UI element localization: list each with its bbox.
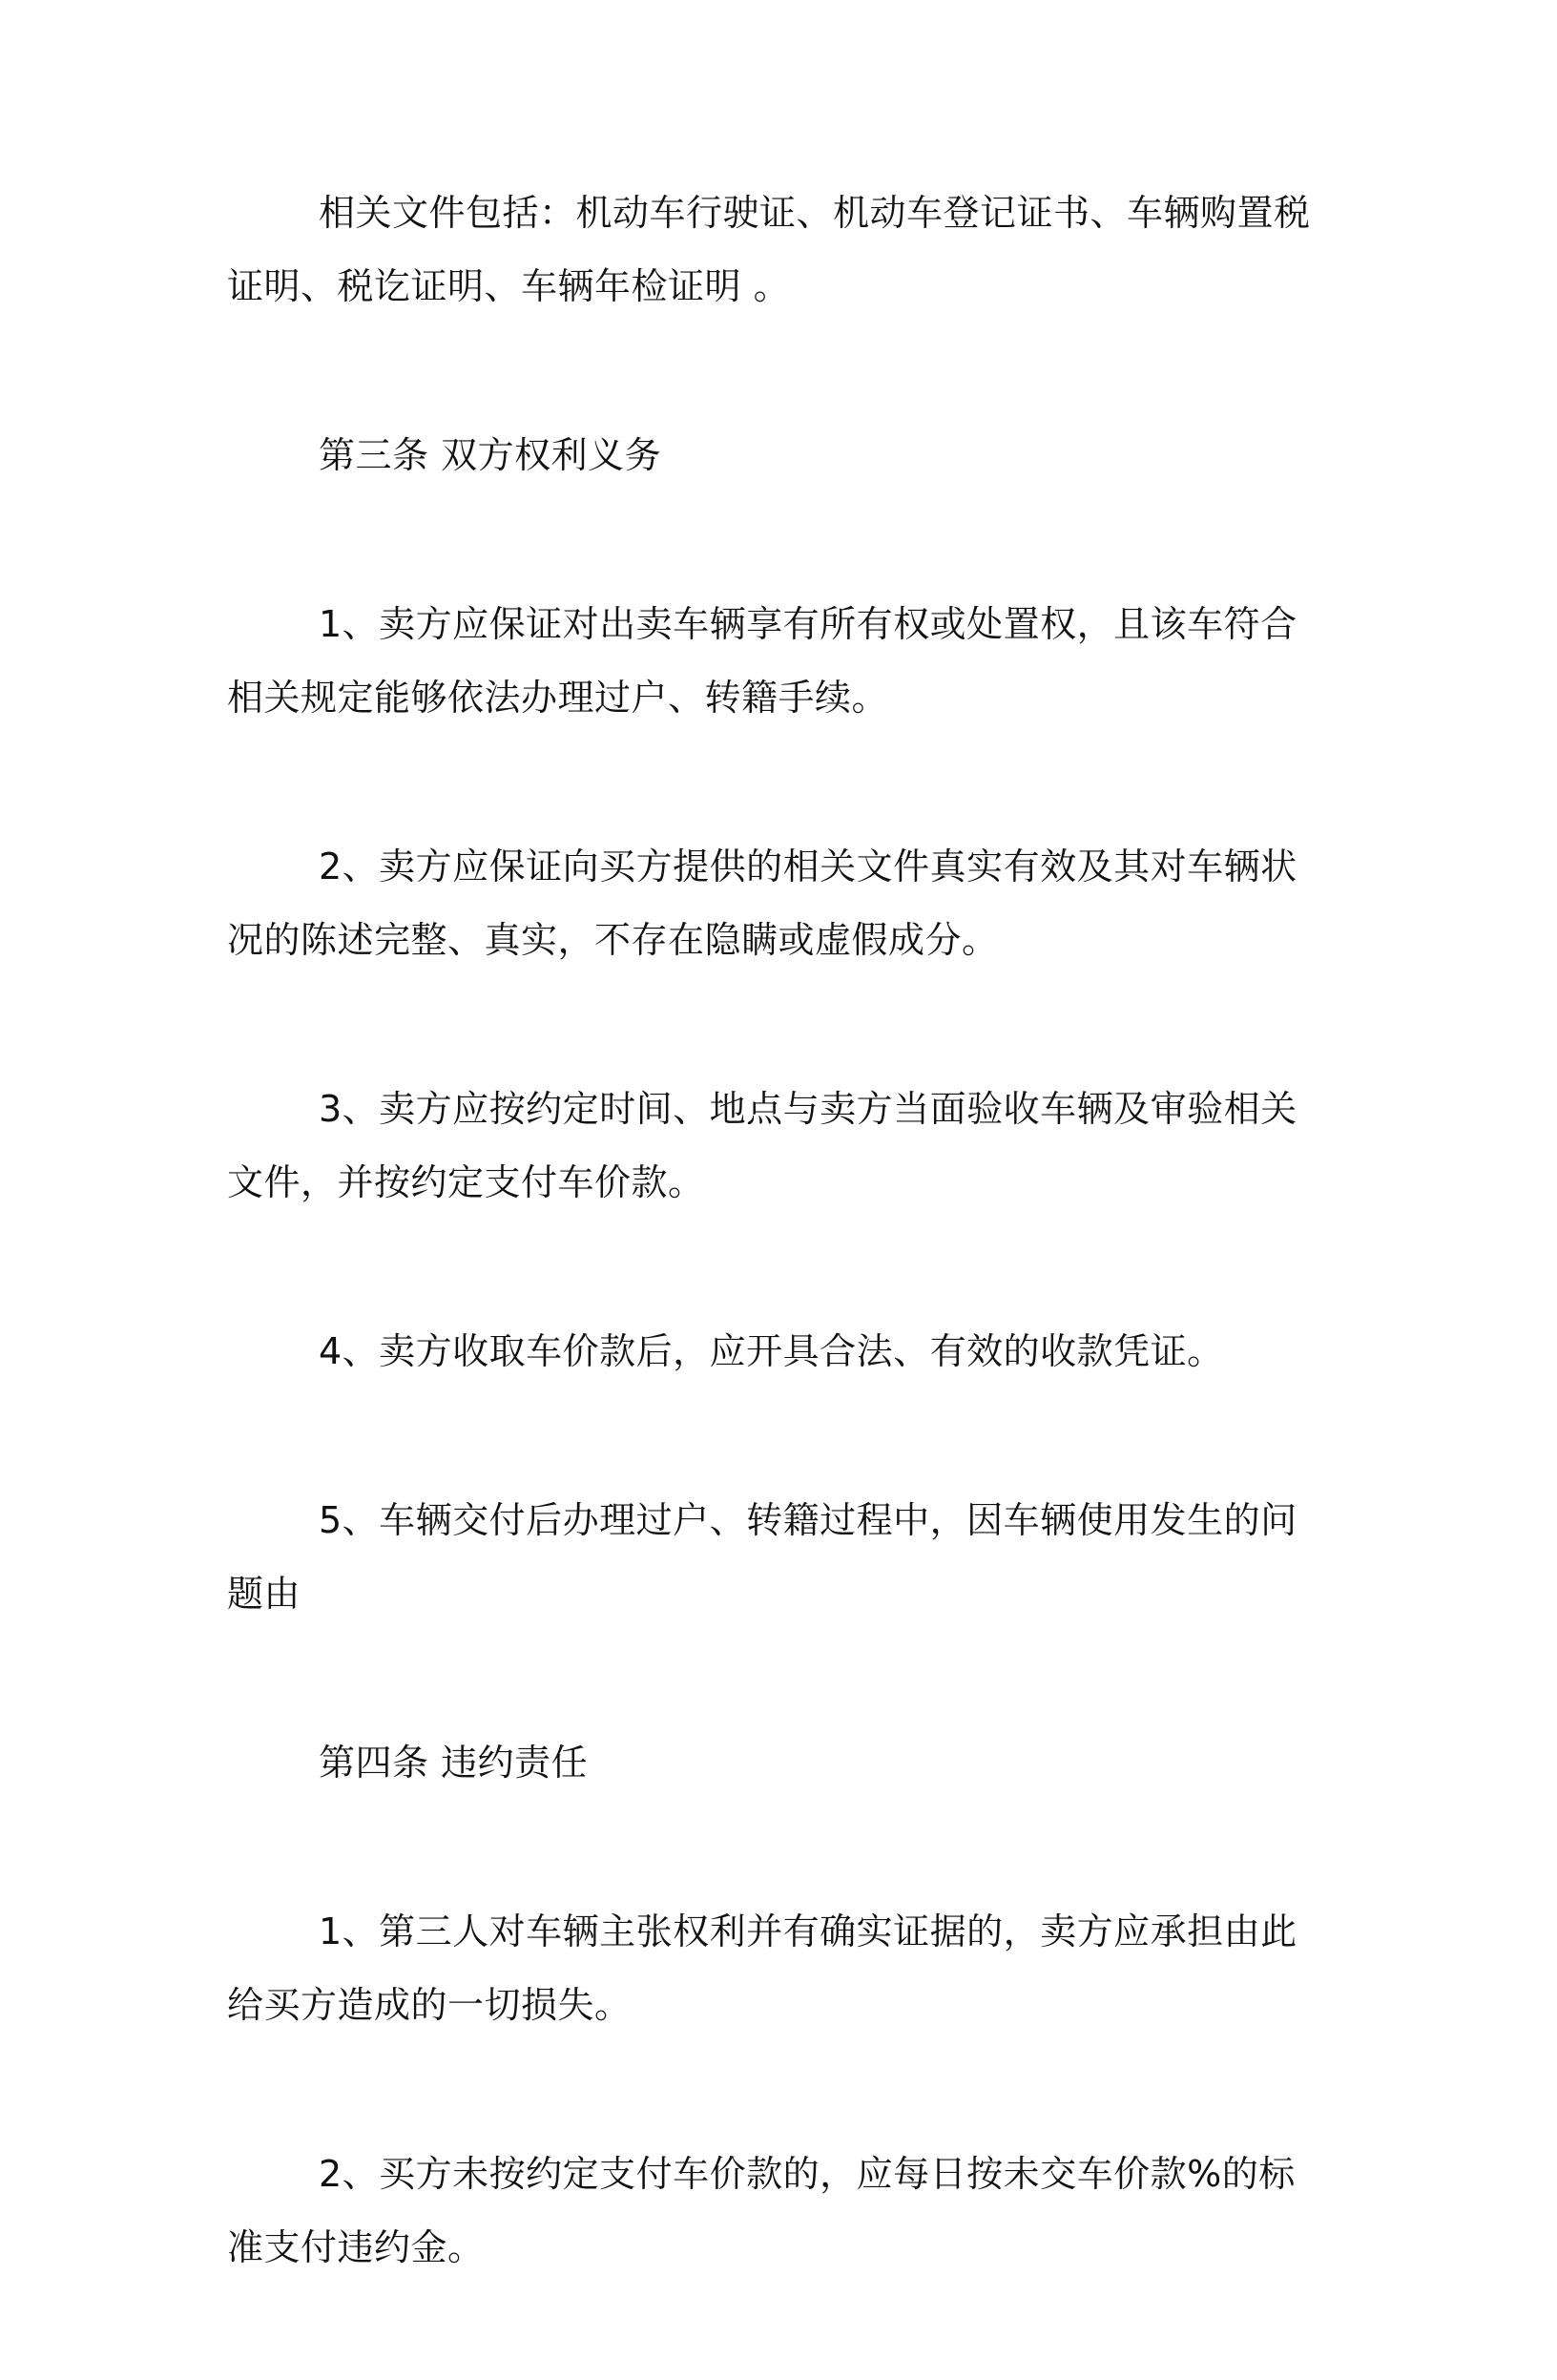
paragraph-related-documents: 相关文件包括：机动车行驶证、机动车登记证书、车辆购置税证明、税讫证明、车辆年检证明 。	[227, 192, 1311, 307]
article-3-clause-5: 5、车辆交付后办理过户、转籍过程中，因车辆使用发生的问题由	[227, 1499, 1298, 1615]
article-3-clause-2: 2、卖方应保证向买方提供的相关文件真实有效及其对车辆状况的陈述完整、真实，不存在隐瞒或虚假成分。	[227, 846, 1298, 961]
article-4-clause-1: 1、第三人对车辆主张权利并有确实证据的，卖方应承担由此给买方造成的一切损失。	[227, 1910, 1298, 2026]
article-3-clause-4: 4、卖方收取车价款后，应开具合法、有效的收款凭证。	[319, 1330, 1224, 1372]
document-body	[227, 177, 1324, 2380]
article-4-heading: 第四条 违约责任	[319, 1742, 589, 1784]
article-3-heading: 第三条 双方权利义务	[319, 434, 662, 476]
article-3-clause-3: 3、卖方应按约定时间、地点与卖方当面验收车辆及审验相关文件，并按约定支付车价款。	[227, 1088, 1298, 1203]
article-3-clause-1: 1、卖方应保证对出卖车辆享有所有权或处置权，且该车符合相关规定能够依法办理过户、转籍手续。	[227, 603, 1298, 719]
article-4-clause-2: 2、买方未按约定支付车价款的，应每日按未交车价款%的标准支付违约金。	[227, 2153, 1296, 2268]
